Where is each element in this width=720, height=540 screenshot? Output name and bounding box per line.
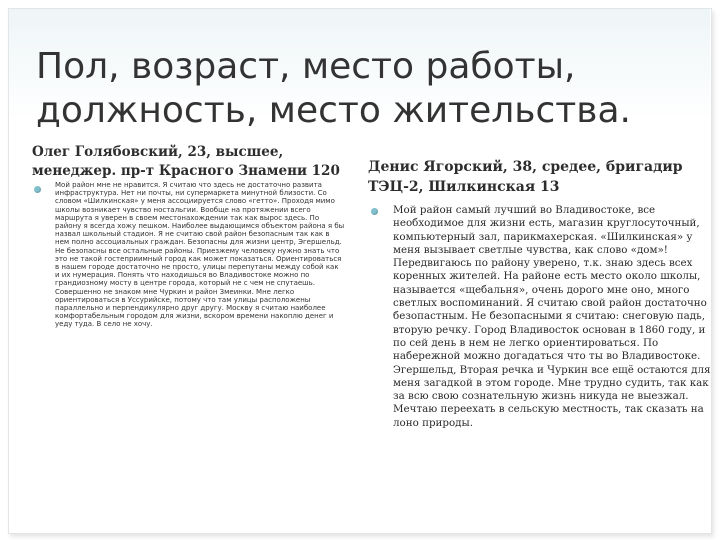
left-column [32,143,352,329]
slide-title: Пол, возраст, место работы, должность, место жительства. [36,46,631,131]
bullet-icon [34,186,41,193]
left-person-heading: Олег Голябовский, 23, высшее, менеджер. пр-т Красного Знамени 120 [32,144,340,179]
left-quote-text: Мой район мне не нравится. Я считаю что здесь не достаточно развита инфраструктура. Нет ни почты, ни супермаркета минутной близости. Со словом «Шилкинская» у меня ассоциируется слово «гетто». Проходя мимо школы возникает чувство ностальгии. Вообще на протяжении всего маршрута я уверен в своем местонахождении так как вырос здесь. По району я всегда хожу пешком. Наиболее выдающимся объектом района я бы назвал школьный стадион. Я не считаю свой район безопасным так как в нем полно ассоциальных граждан. Безопасны для жизни центр, Эгершельд. Не безопасны все остальные районы. Приезжему человеку нужно знать что это не такой гостеприимный город как может показаться. Ориентироваться в нашем городе достаточно не просто, улицы перепутаны между собой как и их нумерация. Понять что находишься во Владивостоке можно по грандиозному мосту в центре города, который не с чем не спутаешь. Совершенно не знаком мне Чуркин и район Змеинки. Мне легко ориентироваться в Уссурийске, потому что там улицы расположены параллельно и перпендикулярно друг другу. Москву я считаю наиболее комфортабельным городом для жизни, вскором времени накоплю денег и уеду туда. В село не хочу. [55,181,345,329]
right-bullet-item [368,204,711,430]
left-bullet-item [32,181,352,329]
right-person-heading: Денис Ягорский, 38, средее, бригадир ТЭЦ-2, Шилкинская 13 [368,159,683,195]
right-column [368,157,711,430]
right-quote-text: Мой район самый лучший во Владивостоке, все необходимое для жизни есть, магазин круглосуточный, компьютерный зал, парикмахерская. «Шилкинская» у меня вызывает светлые чувства, как слово «дом»! Передвигаюсь по району уверено, т.к. знаю здесь всех коренных жителей. На районе есть место около школы, называется «щебальня», очень дорого мне оно, много светлых воспоминаний. Я считаю свой район достаточно безопастным. Не безопасными я считаю: снеговую падь, вторую речку. Город Владивосток основан в 1860 году, и по сей день в нем не легко ориентироваться. По набережной можно догадаться что ты во Владивостоке. Эгершельд, Вторая речка и Чуркин все ещё остаются для меня загадкой в этом городе. Мне трудно судить, так как за всю свою сознательную жизнь никуда не выезжал. Мечтаю переехать в сельскую местность, так сказать на лоно природы. [393,204,711,429]
bullet-icon [371,208,378,215]
